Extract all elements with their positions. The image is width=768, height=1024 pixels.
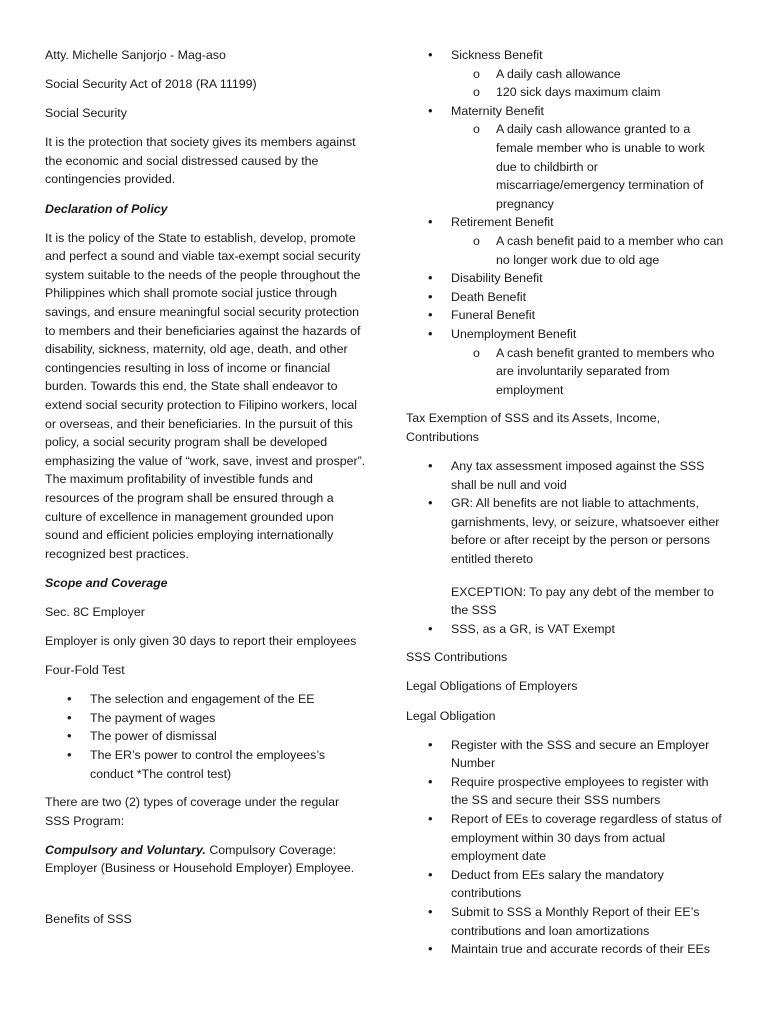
sub-item: o A daily cash allowance granted to a female member who is unable to work due to childbirth or miscarriage/emergency termination of pregnancy — [451, 120, 728, 213]
heading-declaration-of-policy: Declaration of Policy — [45, 201, 168, 216]
gr-text: GR: All benefits are not liable to attachments, garnishments, levy, or seizure, whatsoever either before or after receipt by the person or persons entitled thereto — [451, 496, 720, 566]
sub-item: o A cash benefit granted to members who are involuntarily separated from employment — [451, 344, 728, 400]
sub-list — [451, 120, 728, 213]
sub-list — [451, 65, 728, 102]
policy-paragraph: It is the policy of the State to establish, develop, promote and perfect a sound and viable tax-exempt social security system suitable to the needs of the people throughout the Philippines which shall promote social justice through savings, and ensure meaningful social security protection to members and their beneficiaries against the hazards of disability, sickness, maternity, old age, death, and other contingencies resulting in loss of income or financial burden. Towards this end, the State shall endeavor to extend social security protection to Filipino workers, local or overseas, and their beneficiaries. In the pursuit of this policy, a social security program shall be developed emphasizing the value of “work, save, invest and prosper”. The maximum profitability of investible funds and resources of the program shall be ensured through a culture of excellence in management grounded upon sound and efficient policies employing internationally recognized best practices. — [45, 230, 366, 561]
four-fold-list — [45, 690, 367, 783]
list-item: • Report of EEs to coverage regardless of status of employment within 30 days from actual employment date — [406, 810, 728, 866]
legal-obligation-heading: Legal Obligation — [406, 708, 496, 723]
list-item — [406, 494, 728, 620]
sub-list — [451, 344, 728, 400]
tax-exemption-title: Tax Exemption of SSS and its Assets, Income, Contributions — [406, 411, 661, 444]
legal-obligations-title: Legal Obligations of Employers — [406, 679, 578, 694]
right-column — [406, 46, 728, 969]
heading-scope-and-coverage: Scope and Coverage — [45, 575, 168, 590]
benefit-label: Unemployment Benefit — [451, 326, 577, 341]
author-line: Atty. Michelle Sanjorjo - Mag-aso — [45, 48, 226, 62]
compulsory-rest: Compulsory Coverage: Employer (Business or Household Employer) Employee. — [45, 842, 355, 876]
definition-social-security: It is the protection that society gives its members against the economic and social distressed caused by the contingencies provided. — [45, 135, 356, 187]
benefits-list — [406, 46, 728, 399]
list-item: • The selection and engagement of the EE — [45, 690, 367, 709]
benefit-label: Sickness Benefit — [451, 48, 543, 62]
list-item: • SSS, as a GR, is VAT Exempt — [406, 620, 728, 639]
benefits-title: Benefits of SSS — [45, 912, 132, 927]
sub-item: o A cash benefit paid to a member who can no longer work due to old age — [451, 232, 728, 269]
benefit-label: Retirement Benefit — [451, 215, 554, 230]
left-column — [45, 46, 367, 939]
sss-contributions-title: SSS Contributions — [406, 650, 508, 665]
list-item: • The power of dismissal — [45, 727, 367, 746]
four-fold-title: Four-Fold Test — [45, 663, 125, 678]
benefit-unemployment — [406, 325, 728, 399]
list-item: • Register with the SSS and secure an Employer Number — [406, 736, 728, 773]
coverage-types: There are two (2) types of coverage under the regular SSS Program: — [45, 795, 340, 828]
list-item: • Deduct from EEs salary the mandatory contributions — [406, 866, 728, 903]
list-item: • Maintain true and accurate records of their EEs — [406, 940, 728, 959]
list-item: • Require prospective employees to register with the SS and secure their SSS numbers — [406, 773, 728, 810]
sub-item: o 120 sick days maximum claim — [451, 83, 728, 102]
sub-item: o A daily cash allowance — [451, 65, 728, 84]
compulsory-paragraph — [45, 841, 367, 878]
list-item: • The ER’s power to control the employees’s conduct *The control test) — [45, 746, 367, 783]
sub-list — [451, 232, 728, 269]
list-item: • The payment of wages — [45, 709, 367, 728]
obligations-list — [406, 736, 728, 959]
benefit-death: • Death Benefit — [406, 288, 728, 307]
section-8c: Sec. 8C Employer — [45, 604, 145, 619]
benefit-sickness — [406, 46, 728, 102]
benefit-retirement — [406, 213, 728, 269]
benefit-label: Maternity Benefit — [451, 103, 544, 118]
heading-social-security: Social Security — [45, 106, 127, 121]
benefit-maternity — [406, 102, 728, 214]
list-item: • Submit to SSS a Monthly Report of their EE’s contributions and loan amortizations — [406, 903, 728, 940]
act-title: Social Security Act of 2018 (RA 11199) — [45, 77, 257, 92]
benefit-funeral: • Funeral Benefit — [406, 306, 728, 325]
spacer — [451, 569, 728, 583]
benefit-disability: • Disability Benefit — [406, 269, 728, 288]
list-item: • Any tax assessment imposed against the SSS shall be null and void — [406, 457, 728, 494]
employer-note: Employer is only given 30 days to report their employees — [45, 634, 357, 649]
tax-exemption-list — [406, 457, 728, 638]
compulsory-bold: Compulsory and Voluntary. — [45, 842, 206, 857]
exception-text: EXCEPTION: To pay any debt of the member to the SSS — [451, 584, 714, 618]
